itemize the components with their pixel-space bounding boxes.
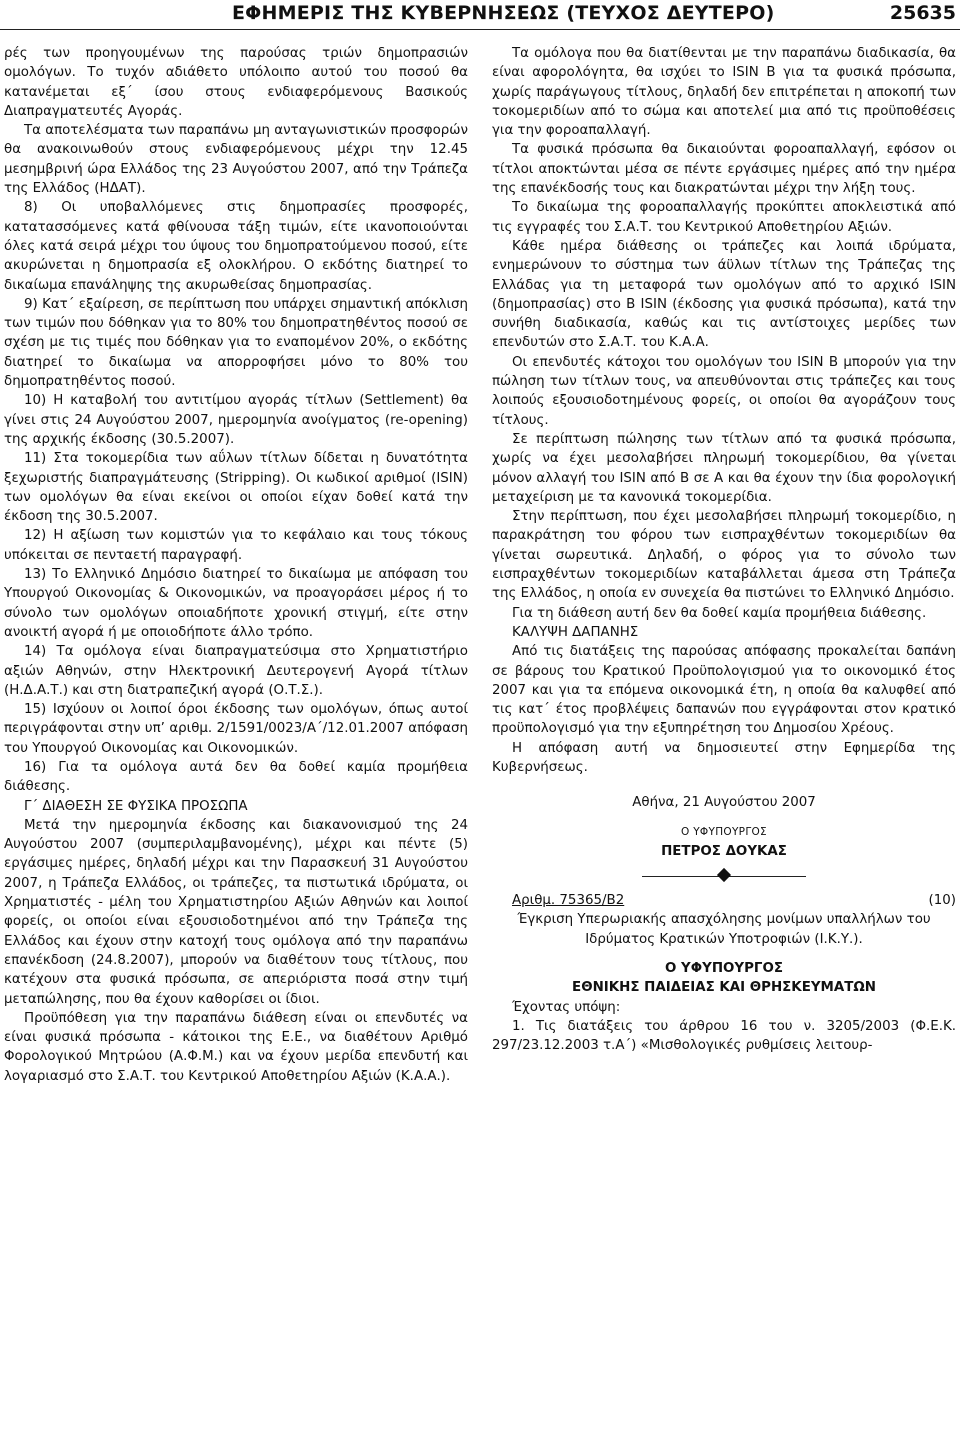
decision-index: (10) xyxy=(928,893,956,909)
paragraph: Μετά την ημερομηνία έκδοσης και διακανονισμού της 24 Αυγούστου 2007 (συμπεριλαμβανομένης), μέχρι και πέντε (5) εργάσιμες ημέρες, δηλαδή μέχρι και την Παρασκευή 31 Αυγούστου 2007, η Τράπεζα Ελλάδος, οι τράπεζες, τα πιστωτικά ιδρύματα, οι Χρηματιστές - μέλη του Χρηματιστηρίου Αξιών Αθηνών και λοιποί φορείς, οι οποίοι είναι εξουσιοδοτημένοι από την Τράπεζα της Ελλάδος και έχουν στην κατοχή τους ομόλογα από την παραπάνω επανέκδοση (24.8.2007), μπορούν να διαθέτουν τους τίτλους, που κατέχουν στα φυσικά πρόσωπα, σε απεριόριστα ποσά στην τιμή μεταπώλησης, που θα έχουν καθορίσει οι ίδιοι. xyxy=(4,817,468,1007)
ornament-divider xyxy=(492,867,956,887)
paragraph: 10) Η καταβολή του αντιτίμου αγοράς τίτλων (Settlement) θα γίνει στις 24 Αυγούστου 2007, ημερομηνία ανοίγματος (re-opening) της αρχικής έκδοσης (30.5.2007). xyxy=(4,393,468,447)
page-header xyxy=(0,0,960,30)
paragraph: Τα αποτελέσματα των παραπάνω μη ανταγωνιστικών προσφορών θα ανακοινωθούν στους ενδιαφερόμενους μέχρι την 12.45 μεσημβρινή ώρα Ελλάδος της 23 Αυγούστου 2007, από την Τράπεζα της Ελλάδος (ΗΔΑΤ). xyxy=(4,123,468,197)
paragraph: Σε περίπτωση πώλησης των τίτλων από τα φυσικά πρόσωπα, χωρίς να έχει μεσολαβήσει πληρωμή τοκομερίδιου, θα γίνεται μόνον αλλαγή του ISIN από Β σε Α και θα έχουν την ίδια φορολογική μεταχείριση με τα κανονικά τοκομερίδια. xyxy=(492,431,956,505)
page-number: 25635 xyxy=(889,2,956,24)
paragraph: Τα φυσικά πρόσωπα θα δικαιούνται φοροαπαλλαγή, εφόσον οι τίτλοι αποκτώνται μέσα σε πέντε εργάσιμες ημέρες από την ημέρα της επανέκδοσής τους και διακρατώνται μέχρι την λήξη τους. xyxy=(492,142,956,197)
paragraph: Το δικαίωμα της φοροαπαλλαγής προκύπτει αποκλειστικά από τις εγγραφές του Σ.Α.Τ. του Κεντρικού Αποθετηρίου Αξιών. xyxy=(492,200,956,235)
list-item: 1. Τις διατάξεις του άρθρου 16 του ν. 3205/2003 (Φ.Ε.Κ. 297/23.12.2003 τ.Α΄) «Μισθολογικές ρυθμίσεις λειτουρ- xyxy=(492,1018,956,1054)
decision-number: Αριθμ. 75365/Β2 xyxy=(512,893,625,909)
paragraph: Για τη διάθεση αυτή δεν θα δοθεί καμία προμήθεια διάθεσης. xyxy=(512,605,927,621)
paragraph: Τα ομόλογα που θα διατίθενται με την παραπάνω διαδικασία, θα είναι αφορολόγητα, θα ισχύει το ISIN Β για τα φυσικά πρόσωπα, χωρίς παράγωγους τίτλους, δηλαδή δεν επιτρέπεται η αποκοπή των τοκομεριδίων από το σώμα και αποτελεί μια από τις προϋποθέσεις για την φοροαπαλλαγή. xyxy=(492,46,956,139)
decision-title: Έγκριση Υπερωριακής απασχόλησης μονίμων υπαλλήλων του Ιδρύματος Κρατικών Υποτροφιών (Ι.Κ.Υ.). xyxy=(517,912,931,947)
paragraph: Οι επενδυτές κάτοχοι του ομολόγων του ISIN Β μπορούν για την πώληση των τίτλων τους, να απευθύνονται στις τράπεζες και τους λοιπούς εξουσιοδοτημένους φορείς, οι οποίοι θα αγοράζουν τους τίτλους. xyxy=(492,354,956,428)
diamond-icon xyxy=(717,868,731,882)
paragraph: ρές των προηγουμένων της παρούσας τριών δημοπρασιών ομολόγων. Το τυχόν αδιάθετο υπόλοιπο αυτού του ποσού θα κατανέμεται εξ΄ ίσου στους ενδιαφερόμενους Βασικούς Διαπραγματευτές Αγοράς. xyxy=(4,46,468,119)
right-column xyxy=(492,44,956,1056)
left-column xyxy=(4,44,468,1086)
paragraph: Κάθε ημέρα διάθεσης οι τράπεζες και λοιπά ιδρύματα, ενημερώνουν το σύστημα των άϋλων τίτλων της Τράπεζας της Ελλάδας για τη μεταφορά των ομολόγων από το αρχικό ISIN (δημοπρασίας) στο Β ISIN (έκδοσης για φυσικά πρόσωπα), κατά την συνήθη διαδικασία, καθώς και τις αντίστοιχες μερίδες των επενδυτών στο Σ.Α.Τ. του Κ.Α.Α. xyxy=(492,238,956,351)
having-regard: Έχοντας υπόψη: xyxy=(512,999,621,1015)
paragraph: 14) Τα ομόλογα είναι διαπραγματεύσιμα στο Χρηματιστήριο αξιών Αθηνών, στην Ηλεκτρονική Δευτερογενή Αγορά τίτλων (Η.Δ.Α.Τ.) και στη διατραπεζική αγορά (Ο.Τ.Σ.). xyxy=(4,644,468,698)
section-heading: Γ΄ ΔΙΑΘΕΣΗ ΣΕ ΦΥΣΙΚΑ ΠΡΟΣΩΠΑ xyxy=(24,798,248,814)
place-date: Αθήνα, 21 Αυγούστου 2007 xyxy=(632,795,816,811)
paragraph: 12) Η αξίωση των κομιστών για το κεφάλαιο και τους τόκους υπόκειται σε πενταετή παραγραφή. xyxy=(4,528,468,563)
paragraph: Η απόφαση αυτή να δημοσιευτεί στην Εφημερίδα της Κυβερνήσεως. xyxy=(492,740,956,775)
paragraph: 15) Ισχύουν οι λοιποί όροι έκδοσης των ομολόγων, όπως αυτοί περιγράφονται στην υπ’ αριθμ. 2/1591/0023/Α΄/12.01.2007 απόφαση του Υπουργού Οικονομίας και Οικονομικών. xyxy=(4,702,468,756)
paragraph: 9) Κατ΄ εξαίρεση, σε περίπτωση που υπάρχει σημαντική απόκλιση των τιμών που δόθηκαν για το 80% του δημοπρατηθέντος ποσού σε σχέση με τις τιμές που δόθηκαν για το εναπομένον 20%, ο εκδότης διατηρεί το δικαίωμα να απορροφήσει μόνο το 80% του δημοπρατηθέντος ποσού. xyxy=(4,296,468,390)
paragraph: Στην περίπτωση, που έχει μεσολαβήσει πληρωμή τοκομερίδιο, η παρακράτηση του φόρου των εισπραχθέντων τοκομεριδίων θα γίνεται σωρευτικά. Δηλαδή, ο φόρος για το σύνολο των εισπραχθέντων τοκομεριδίων καταβάλλεται άμεσα στη Τράπεζα της Ελλάδος, η οποία εν συνεχεία θα πιστώνει το Ελληνικό Δημόσιο. xyxy=(492,509,956,602)
ministry-title: Ο ΥΦΥΠΟΥΡΓΟΣ xyxy=(665,961,783,977)
paragraph: 8) Οι υποβαλλόμενες στις δημοπρασίες προσφορές, κατατασσόμενες κατά φθίνουσα τάξη τιμών, είτε ικανοποιούνται όλες κατά σειρά μέχρι του ύψους του δημοπρατούμενου ποσού, είτε ακυρώνεται η δημοπρασία εξ ολοκλήρου. Ο εκδότης διατηρεί το δικαίωμα επανάληψης της ακυρωθείσας δημοπρασίας. xyxy=(4,200,468,293)
paragraph: 16) Για τα ομόλογα αυτά δεν θα δοθεί καμία προμήθεια διάθεσης. xyxy=(4,759,468,795)
paragraph: Προϋπόθεση για την παραπάνω διάθεση είναι οι επενδυτές να είναι φυσικά πρόσωπα - κάτοικοι της Ε.Ε., να διαθέτουν Αριθμό Φορολογικού Μητρώου (Α.Φ.Μ.) και να έχουν μερίδα επενδυτή και λογαριασμό στο Σ.Α.Τ. του Κεντρικού Αποθετηρίου Αξιών (Κ.Α.Α.). xyxy=(4,1010,468,1084)
signatory-name: ΠΕΤΡΟΣ ΔΟΥΚΑΣ xyxy=(661,843,787,859)
section-heading: ΚΑΛΥΨΗ ΔΑΠΑΝΗΣ xyxy=(512,624,639,640)
paragraph: 11) Στα τοκομερίδια των αΰλων τίτλων δίδεται η δυνατότητα ξεχωριστής διαπραγμάτευσης (Stripping). Οι κωδικοί αριθμοί (ISIN) των ομολόγων θα είναι εκείνοι οι οποίοι είχαν δοθεί κατά την έκδοση της 30.5.2007. xyxy=(4,451,468,525)
signatory-role: Ο ΥΦΥΠΟΥΡΓΟΣ xyxy=(681,825,767,838)
header-divider xyxy=(0,29,960,30)
ministry-title: ΕΘΝΙΚΗΣ ΠΑΙΔΕΙΑΣ ΚΑΙ ΘΡΗΣΚΕΥΜΑΤΩΝ xyxy=(572,980,876,996)
gazette-title: ΕΦΗΜΕΡΙΣ ΤΗΣ ΚΥΒΕΡΝΗΣΕΩΣ (ΤΕΥΧΟΣ ΔΕΥΤΕΡΟ) xyxy=(232,2,775,24)
paragraph: 13) Το Ελληνικό Δημόσιο διατηρεί το δικαίωμα με απόφαση του Υπουργού Οικονομίας & Οικονομικών, να προαγοράσει μέρος ή το σύνολο των ομολόγων οποιαδήποτε χρονική στιγμή, είτε στην ανοικτή αγορά ή με οποιοδήποτε άλλο τρόπο. xyxy=(4,567,468,640)
decision-header xyxy=(492,891,956,910)
paragraph: Από τις διατάξεις της παρούσας απόφασης προκαλείται δαπάνη σε βάρους του Κρατικού Προϋπολογισμού για το οικονομικό έτος 2007 και για τα επόμενα οικονομικά έτη, η οποία θα καλυφθεί από τις κατ΄ έτος προβλέψεις δαπανών που εγγράφονται στον κρατικό προϋπολογισμό για την εξυπηρέτηση του Δημοσίου Χρέους. xyxy=(492,644,956,737)
